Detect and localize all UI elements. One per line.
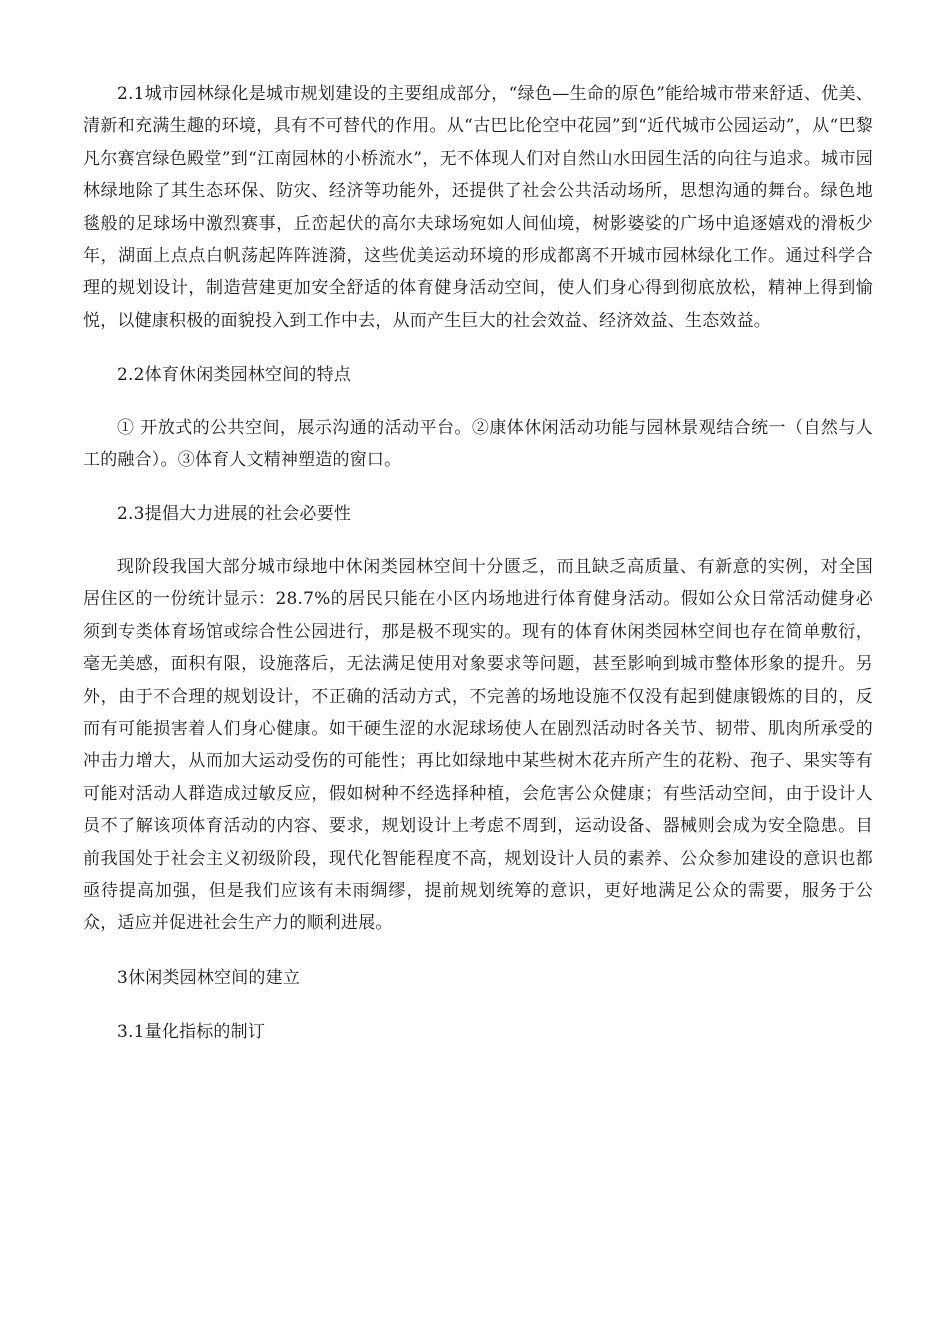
paragraph-2-3: 现阶段我国大部分城市绿地中休闲类园林空间十分匮乏，而且缺乏高质量、有新意的实例，对全国居住区的一份统计显示：28.7%的居民只能在小区内场地进行体育健身活动。假如公众日常活动健身必须到专类体育场馆或综合性公园进行，那是极不现实的。现有的体育休闲类园林空间也存在简单敷衍，毫无美感，面积有限，设施落后，无法满足使用对象要求等问题，甚至影响到城市整体形象的提升。另外，由于不合理的规划设计，不正确的活动方式，不完善的场地设施不仅没有起到健康锻炼的目的，反而有可能损害着人们身心健康。如干硬生涩的水泥球场使人在剧烈活动时各关节、韧带、肌肉所承受的冲击力增大，从而加大运动受伤的可能性；再比如绿地中某些树木花卉所产生的花粉、孢子、果实等有可能对活动人群造成过敏反应，假如树种不经选择种植，会危害公众健康；有些活动空间，由于设计人员不了解该项体育活动的内容、要求，规划设计上考虑不周到，运动设备、器械则会成为安全隐患。目前我国处于社会主义初级阶段，现代化智能程度不高，规划设计人员的素养、公众参加建设的意识也都亟待提高加强，但是我们应该有未雨绸缪，提前规划统筹的意识，更好地满足公众的需要，服务于公众，适应并促进社会生产力的顺利进展。 [83, 556, 873, 934]
paragraph-2-1: 2.1城市园林绿化是城市规划建设的主要组成部分，“绿色—生命的原色”能给城市带来舒适、优美、清新和充满生趣的环境，具有不可替代的作用。从“古巴比伦空中花园”到“近代城市公园运动”，从“巴黎凡尔赛宫绿色殿堂”到“江南园林的小桥流水”，无不体现人们对自然山水田园生活的向往与追求。城市园林绿地除了其生态环保、防灾、经济等功能外，还提供了社会公共活动场所，思想沟通的舞台。绿色地毯般的足球场中激烈赛事，丘峦起伏的高尔夫球场宛如人间仙境，树影婆娑的广场中追逐嬉戏的滑板少年，湖面上点点白帆荡起阵阵涟漪，这些优美运动环境的形成都离不开城市园林绿化工作。通过科学合理的规划设计，制造营建更加安全舒适的体育健身活动空间，使人们身心得到彻底放松，精神上得到愉悦，以健康积极的面貌投入到工作中去，从而产生巨大的社会效益、经济效益、生态效益。 [83, 84, 873, 331]
heading-2-2: 2.2体育休闲类园林空间的特点 [117, 365, 352, 386]
heading-3-1: 3.1量化指标的制订 [117, 1022, 266, 1043]
paragraph-2-2: ① 开放式的公共空间，展示沟通的活动平台。②康体休闲活动功能与园林景观结合统一（自然与人工的融合）。③体育人文精神塑造的窗口。 [83, 417, 873, 471]
heading-2-3: 2.3提倡大力进展的社会必要性 [117, 504, 352, 525]
document-page [83, 78, 873, 1049]
heading-3: 3休闲类园林空间的建立 [117, 967, 301, 988]
